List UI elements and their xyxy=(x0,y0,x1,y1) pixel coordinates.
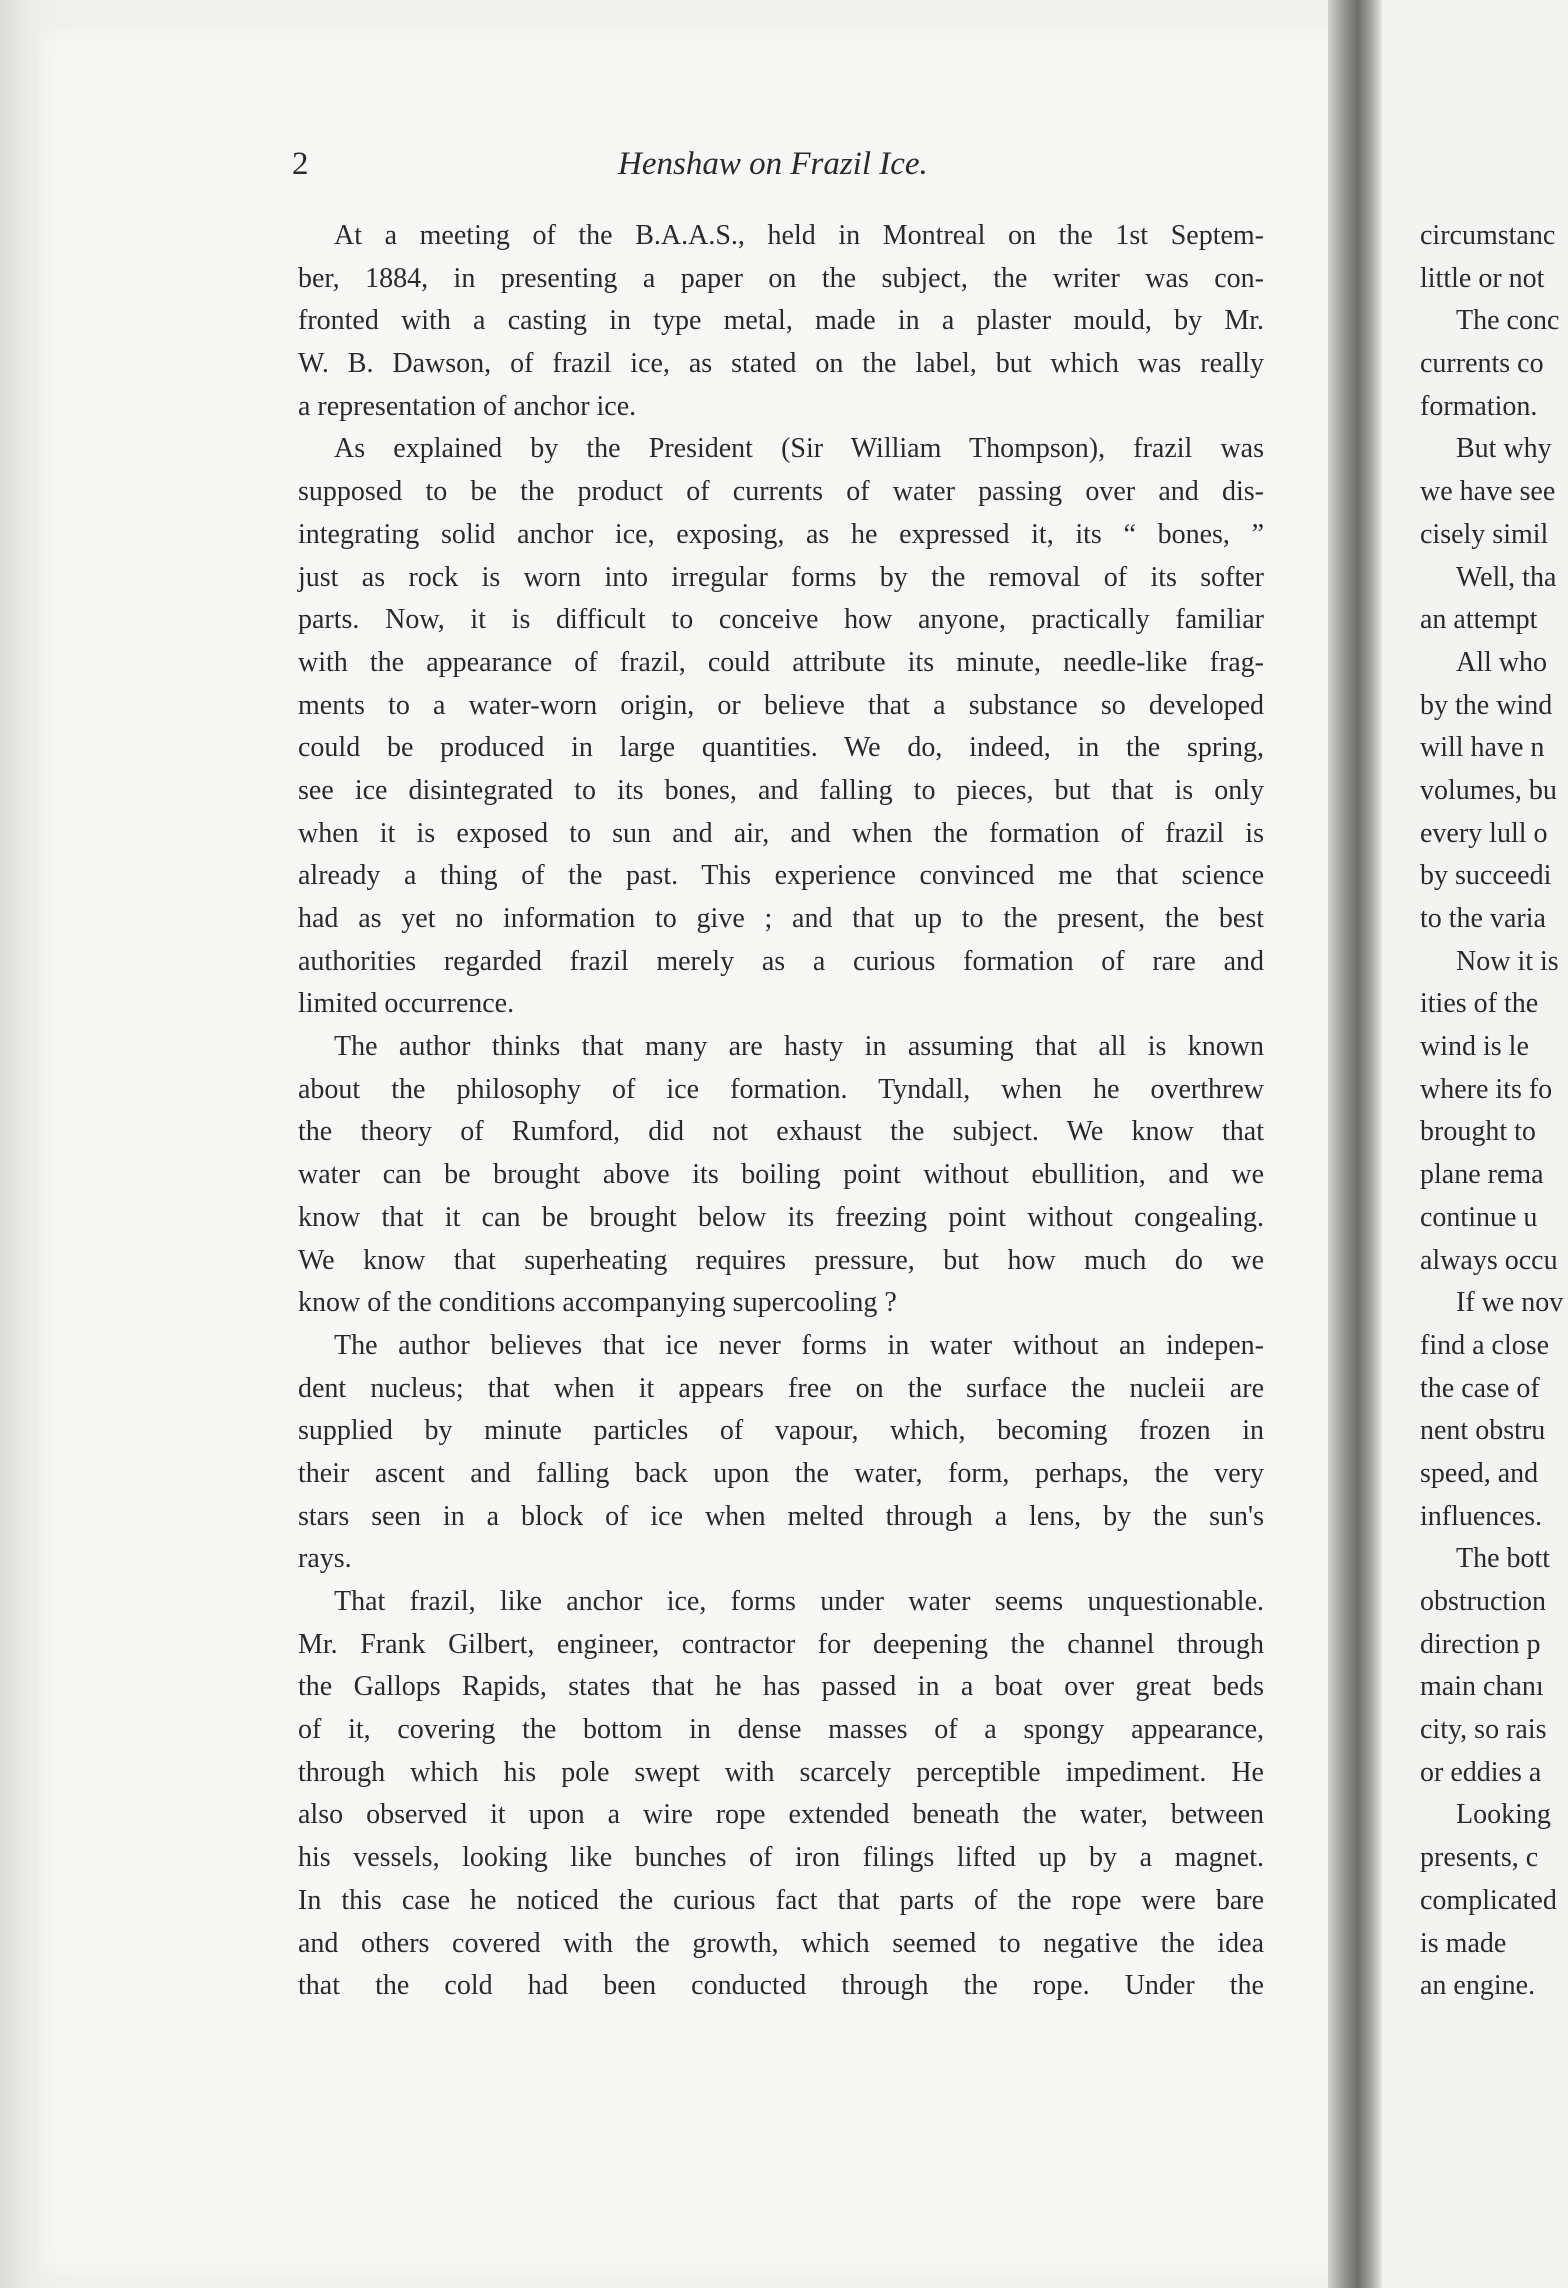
facing-text-line: complicated xyxy=(1420,1884,1557,1916)
text-line: The author believes that ice never forms in water without an indepen- xyxy=(334,1329,1264,1361)
facing-text-line: cisely simil xyxy=(1420,518,1549,550)
text-line: when it is exposed to sun and air, and when the formation of frazil is xyxy=(298,817,1264,849)
text-line: In this case he noticed the curious fact that parts of the rope were bare xyxy=(298,1884,1264,1916)
text-line: That frazil, like anchor ice, forms under water seems unquestionable. xyxy=(334,1586,1264,1617)
body-text xyxy=(298,215,1264,2008)
text-line: through which his pole swept with scarcely perceptible impediment. He xyxy=(298,1756,1264,1788)
text-line: ber, 1884, in presenting a paper on the subject, the writer was con- xyxy=(298,262,1264,294)
facing-text-line: always occu xyxy=(1420,1244,1558,1276)
facing-text-line: wind is le xyxy=(1420,1031,1529,1063)
text-line: As explained by the President (Sir William Thompson), frazil was xyxy=(334,433,1264,465)
text-line: their ascent and falling back upon the water, form, perhaps, the very xyxy=(298,1457,1264,1489)
facing-text-line: The conc xyxy=(1456,305,1560,337)
facing-text-line: But why xyxy=(1456,433,1552,465)
book-gutter xyxy=(1328,0,1382,2288)
facing-text-line: the case of xyxy=(1420,1372,1540,1404)
facing-text-line: All who xyxy=(1456,646,1547,678)
facing-text-line: obstruction xyxy=(1420,1586,1546,1617)
text-line: about the philosophy of ice formation. Tyndall, when he overthrew xyxy=(298,1073,1264,1105)
text-line: The author thinks that many are hasty in assuming that all is known xyxy=(334,1031,1264,1063)
text-line: also observed it upon a wire rope extended beneath the water, between xyxy=(298,1799,1264,1831)
facing-text-line: formation. xyxy=(1420,390,1538,422)
page-number: 2 xyxy=(292,146,309,182)
text-line: dent nucleus; that when it appears free on the surface the nucleii are xyxy=(298,1372,1264,1404)
text-line: and others covered with the growth, which seemed to negative the idea xyxy=(298,1927,1264,1959)
text-line: integrating solid anchor ice, exposing, as he expressed it, its “ bones, ” xyxy=(298,518,1264,550)
text-line: At a meeting of the B.A.A.S., held in Montreal on the 1st Septem- xyxy=(334,220,1264,251)
facing-text-line: we have see xyxy=(1420,476,1556,508)
text-line: already a thing of the past. This experience convinced me that science xyxy=(298,860,1264,892)
text-line: water can be brought above its boiling point without ebullition, and we xyxy=(298,1159,1264,1191)
text-line: know that it can be brought below its freezing point without congealing. xyxy=(298,1201,1264,1233)
text-line: W. B. Dawson, of frazil ice, as stated on the label, but which was really xyxy=(298,348,1264,380)
facing-text-line: influences. xyxy=(1420,1500,1543,1532)
facing-text-line: ities of the xyxy=(1420,988,1539,1020)
facing-text-line: where its fo xyxy=(1420,1073,1553,1105)
facing-text-line: Well, tha xyxy=(1456,561,1557,593)
facing-text-line: continue u xyxy=(1420,1201,1538,1233)
facing-text-line: volumes, bu xyxy=(1420,774,1557,806)
text-line: could be produced in large quantities. We do, indeed, in the spring, xyxy=(298,732,1264,764)
facing-text-line: plane rema xyxy=(1420,1159,1544,1191)
facing-text-line: to the varia xyxy=(1420,903,1546,934)
text-line: the Gallops Rapids, states that he has passed in a boat over great beds xyxy=(298,1671,1264,1703)
facing-text-line: find a close xyxy=(1420,1329,1550,1361)
facing-text-line: speed, and xyxy=(1420,1457,1539,1489)
facing-text-line: will have n xyxy=(1420,732,1545,764)
text-line: rays. xyxy=(298,1543,352,1575)
facing-text-line: circumstanc xyxy=(1420,220,1556,251)
facing-text-line: Looking xyxy=(1456,1799,1551,1831)
facing-text-line: every lull o xyxy=(1420,817,1548,849)
text-line: fronted with a casting in type metal, made in a plaster mould, by Mr. xyxy=(298,305,1264,337)
text-line: Mr. Frank Gilbert, engineer, contractor for deepening the channel through xyxy=(298,1628,1264,1660)
facing-text-line: direction p xyxy=(1420,1628,1541,1660)
text-line: parts. Now, it is difficult to conceive how anyone, practically familiar xyxy=(298,604,1264,636)
text-line: know of the conditions accompanying supercooling ? xyxy=(298,1287,897,1319)
text-line: stars seen in a block of ice when melted through a lens, by the sun's xyxy=(298,1500,1264,1532)
text-line: We know that superheating requires pressure, but how much do we xyxy=(298,1244,1264,1276)
text-line: had as yet no information to give ; and that up to the present, the best xyxy=(298,903,1264,934)
text-line: limited occurrence. xyxy=(298,988,515,1020)
facing-text-line: Now it is xyxy=(1456,945,1559,977)
facing-text-line: is made xyxy=(1420,1927,1507,1959)
facing-text-line: currents co xyxy=(1420,348,1544,380)
text-line: ments to a water-worn origin, or believe that a substance so developed xyxy=(298,689,1264,721)
facing-text-line: brought to xyxy=(1420,1116,1536,1148)
text-line: the theory of Rumford, did not exhaust the subject. We know that xyxy=(298,1116,1264,1148)
facing-text-line: presents, c xyxy=(1420,1842,1539,1874)
running-head: Henshaw on Frazil Ice. xyxy=(618,146,928,182)
text-line: see ice disintegrated to its bones, and falling to pieces, but that is only xyxy=(298,774,1264,806)
facing-text-line: an attempt xyxy=(1420,604,1538,636)
text-line: a representation of anchor ice. xyxy=(298,390,637,422)
facing-text-line: main chanı xyxy=(1420,1671,1544,1703)
text-line: just as rock is worn into irregular forms by the removal of its softer xyxy=(298,561,1264,593)
text-line: authorities regarded frazil merely as a curious formation of rare and xyxy=(298,945,1264,977)
facing-text-line: The bott xyxy=(1456,1543,1551,1575)
text-line: with the appearance of frazil, could attribute its minute, needle-like frag- xyxy=(298,646,1264,678)
text-line: that the cold had been conducted through the rope. Under the xyxy=(298,1970,1264,2002)
facing-text-line: little or not xyxy=(1420,262,1545,294)
facing-text-line: an engine. xyxy=(1420,1970,1536,2002)
facing-text-line: by the wind xyxy=(1420,689,1553,721)
facing-text-line: nent obstru xyxy=(1420,1415,1546,1447)
text-line: supposed to be the product of currents of water passing over and dis- xyxy=(298,476,1264,508)
facing-text-line: city, so rais xyxy=(1420,1714,1547,1746)
text-line: supplied by minute particles of vapour, which, becoming frozen in xyxy=(298,1415,1264,1447)
facing-page-text xyxy=(1420,215,1568,2008)
facing-text-line: by succeedi xyxy=(1420,860,1552,892)
text-line: of it, covering the bottom in dense masses of a spongy appearance, xyxy=(298,1714,1264,1746)
facing-text-line: If we nov xyxy=(1456,1287,1564,1319)
text-line: his vessels, looking like bunches of iron filings lifted up by a magnet. xyxy=(298,1842,1264,1874)
facing-text-line: or eddies a xyxy=(1420,1756,1542,1788)
